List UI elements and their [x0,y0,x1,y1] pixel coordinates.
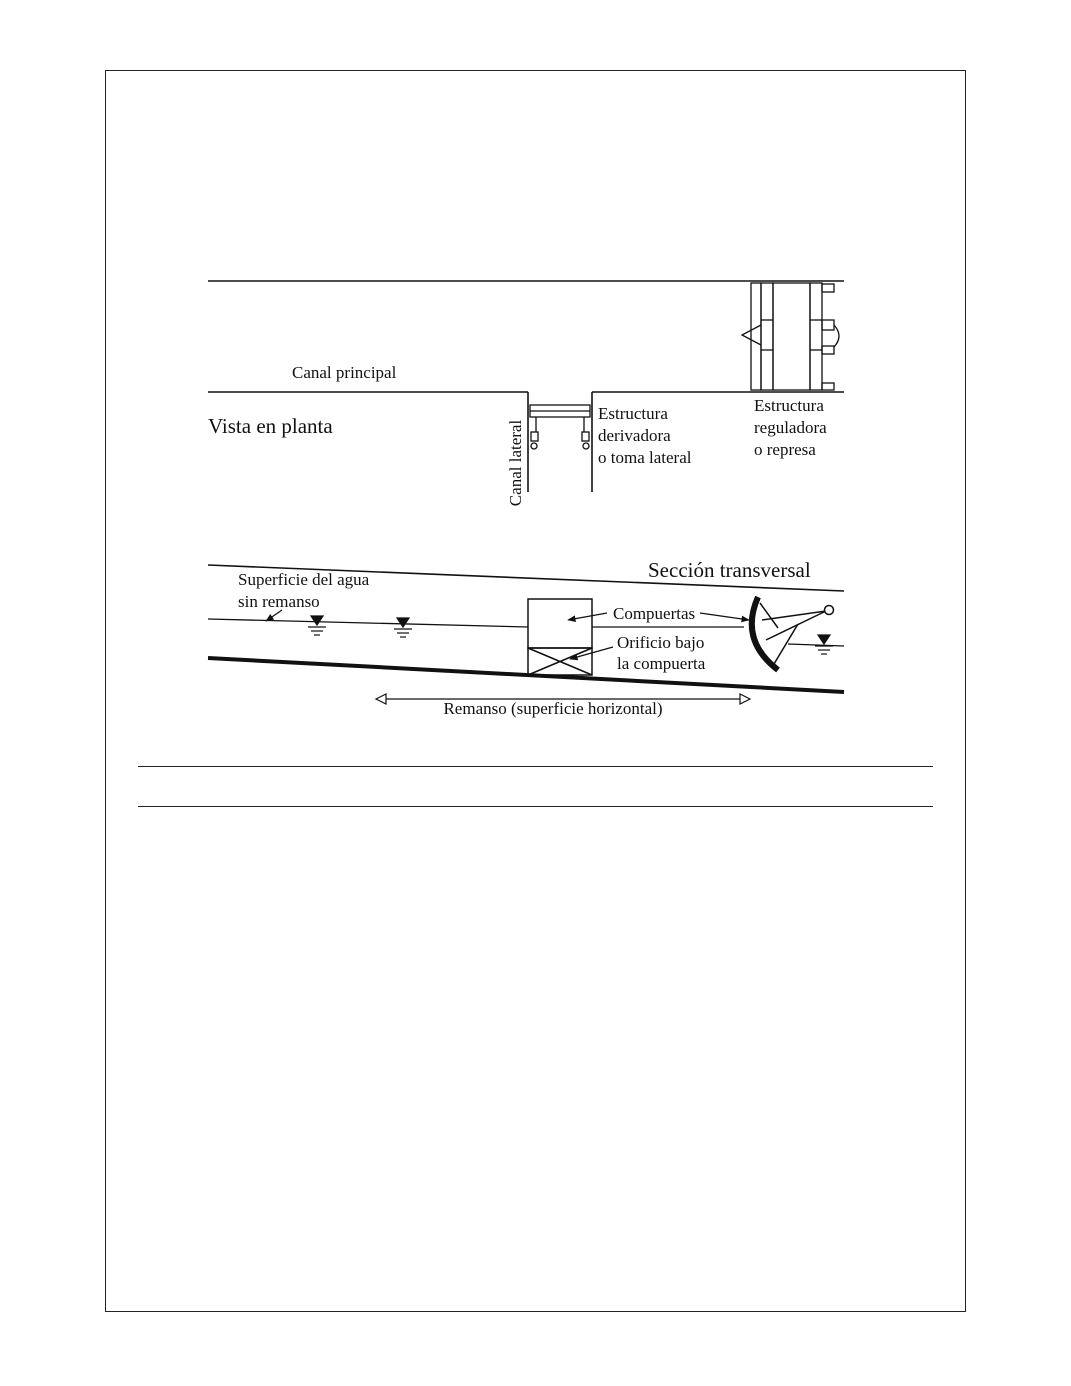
diversion-structure-plan [530,405,590,449]
diversion-label-line-1: Estructura [598,404,668,423]
orifice-line-1: Orificio bajo [617,633,705,652]
water-surface-pointer [266,610,282,621]
gates-label: Compuertas [613,604,696,623]
plan-view-title: Vista en planta [208,414,333,438]
diversion-label-line-3: o toma lateral [598,448,692,467]
water-level-icon [394,618,412,637]
regulating-label-line-2: reguladora [754,418,827,437]
water-surface-upstream [208,619,528,627]
diversion-label-line-2: derivadora [598,426,671,445]
gates-pointer-left [568,613,607,620]
plan-view [208,281,844,492]
caption-rule-top [138,766,933,767]
orifice-line-2: la compuerta [617,654,706,673]
radial-gate [752,597,834,670]
orifice-label [617,633,709,673]
backwater-label: Remanso (superficie horizontal) [443,699,663,718]
gates-pointer-right [700,613,749,620]
cross-section-title: Sección transversal [648,558,811,582]
canal-bed [208,658,844,692]
sluice-gate [528,599,592,675]
regulating-label-line-3: o represa [754,440,816,459]
regulating-structure-label [754,396,831,459]
water-surface-line-1: Superficie del agua [238,570,370,589]
lateral-canal-label: Canal lateral [506,419,525,507]
caption-rule-bottom [138,806,933,807]
main-canal-label: Canal principal [292,363,397,382]
water-level-icon [308,616,326,635]
regulating-structure-plan [742,283,839,390]
water-surface-line-2: sin remanso [238,592,320,611]
diversion-structure-label [598,404,692,467]
regulating-label-line-1: Estructura [754,396,824,415]
water-surface-label [238,570,373,611]
